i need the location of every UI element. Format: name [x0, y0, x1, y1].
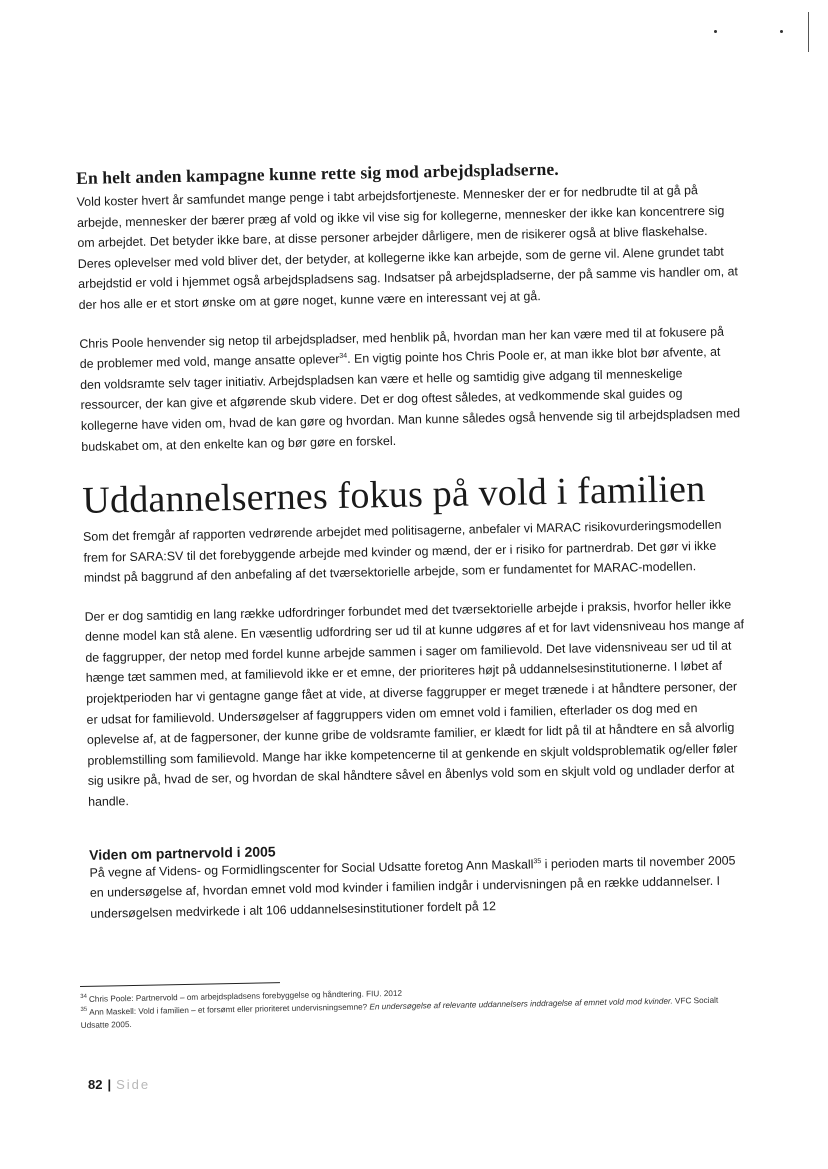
paragraph-workplace-cost: Vold koster hvert år samfundet mange penge i tabt arbejdsfortjeneste. Mennesker der er for nedbrudte til at gå på arbejde, mennesker der bærer præg af vold og ikke vil vise sig for kollegerne, mennesker der ikke kan koncentrere sig om arbejdet. Det betyder ikke bare, at disse personer arbejder dårligere, men de risikerer også at blive flaskehalse. Deres oplevelser med vold bliver det, der betyder, at kollegerne ikke kan arbejde, som de gerne vil. Alene grundet tabt arbejdstid er vold i hjemmet også arbejdspladsens sag. Indsatser på arbejdspladserne, der på samme vis handler om, at der hos alle er et stort ønske om at gøre noget, kunne være en interessant vej at gå. — [76, 183, 739, 312]
footnote-34-text: Chris Poole: Partnervold – om arbejdspladsens forebyggelse og håndtering. FIU. 2012 — [88, 988, 403, 1004]
paragraph-chris-poole — [79, 321, 741, 457]
paragraph-chris-poole-part1: Chris Poole henvender sig netop til arbejdspladser, med henblik på, hvordan man her kan være med til at fokusere på de problemer med vold, mange ansatte oplever — [79, 324, 725, 372]
footnote-ref-34: 34 — [339, 352, 348, 361]
paragraph-marac: Som det fremgår af rapporten vedrørende arbejdet med politisagerne, anbefaler vi MARAC risikovurderingsmodellen frem for SARA:SV til det forebyggende arbejde med kvinder og mænd, der er i risiko for partnerdrab. Det gør vi ikke mindst på baggrund af den anbefaling af det tværsektorielle arbejde, som er fundamentet for MARAC-modellen. — [82, 517, 722, 586]
footnote-35-text-a: Ann Maskell: Vold i familien – et forsømt eller prioriteret undervisningsemne? — [89, 1002, 370, 1017]
main-heading: Uddannelsernes fokus på vold i familien — [81, 468, 706, 523]
footnote-rule — [80, 982, 280, 987]
scan-speck — [780, 30, 783, 33]
page-footer — [88, 1077, 150, 1092]
paragraph-chris-poole-part2: . En vigtig pointe hos Chris Poole er, at man ikke blot bør afvente, at den voldsramte selv tager initiativ. Arbejdspladsen kan være et helle og samtidig give adgang til menneskelige ressourcer, der kan give et afgørende skub videre. Det er dog oftest således, at vedkommende skal guides og kollegerne have viden om, hvad de kan gøre og hvordan. Man kunne således også henvende sig til arbejdspladsen med budskabet om, at den enkelte kan og bør gøre en forskel. — [80, 344, 741, 454]
footer-side-label: Side — [116, 1077, 151, 1092]
footnote-35-text-b: VFC Socialt Udsatte 2005. — [80, 995, 719, 1030]
paragraph-challenges: Der er dog samtidig en lang række udfordringer forbundet med det tværsektorielle arbejde i praksis, hvorfor heller ikke denne model kan stå alene. En væsentlig udfordring ser ud til at kunne udgøres af et for lavt vidensniveau hos mange af de faggrupper, der netop med fordel kunne arbejde sammen i sager om familievold. Det lave vidensniveau ser ud til at hænge tæt sammen med, at familievold ikke er et emne, der prioriteres højt på uddannelsesinstitutionerne. I løbet af projektperioden har vi gentagne gange fået at vide, at diverse faggrupper er meget trænede i at håndtere personer, der er udsat for familievold. Undersøgelser af faggruppers viden om emnet vold i familien, efterlader os dog med en oplevelse af, at de fagpersoner, der kunne gribe de voldsramte familier, er klædt for lidt på til at håndtere en så alvorlig problemstilling som familievold. Mange har ikke kompetencerne til at genkende en skjult voldsproblematik og/eller føler sig usikre på, hvad de ser, og hvordan de skal håndtere såvel en åbenlys vold som en skjult vold og undlader derfor at handle. — [84, 597, 745, 809]
footnote-35-number: 35 — [80, 1007, 88, 1014]
footnote-ref-35: 35 — [533, 857, 542, 865]
scan-speck — [714, 30, 717, 33]
footnote-35-text-italic: En undersøgelse af relevante uddannelsers inddragelse af emnet vold mod kvinder. — [369, 996, 673, 1012]
section-heading-campaign: En helt anden kampagne kunne rette sig mod arbejdspladserne. — [76, 158, 559, 188]
page-number: 82 — [88, 1077, 103, 1092]
footnote-34-number: 34 — [80, 994, 87, 1001]
paragraph-maskall-part1: På vegne af Videns- og Formidlingscenter for Social Udsatte foretog Ann Maskall — [89, 856, 534, 880]
footnotes — [80, 973, 741, 1032]
footer-separator: | — [107, 1077, 112, 1092]
scan-edge-line — [808, 12, 809, 52]
subheading-2005: Viden om partnervold i 2005 — [89, 842, 276, 863]
paragraph-maskall — [89, 850, 750, 924]
page-body — [76, 155, 750, 924]
paragraph-maskall-part2: i perioden marts til november 2005 en undersøgelse af, hvordan emnet vold mod kvinder i familien indgår i undervisningen på en række uddannelser. I undersøgelsen medvirkede i alt 106 uddannelsesinstitutioner fordelt på 12 — [89, 853, 736, 921]
